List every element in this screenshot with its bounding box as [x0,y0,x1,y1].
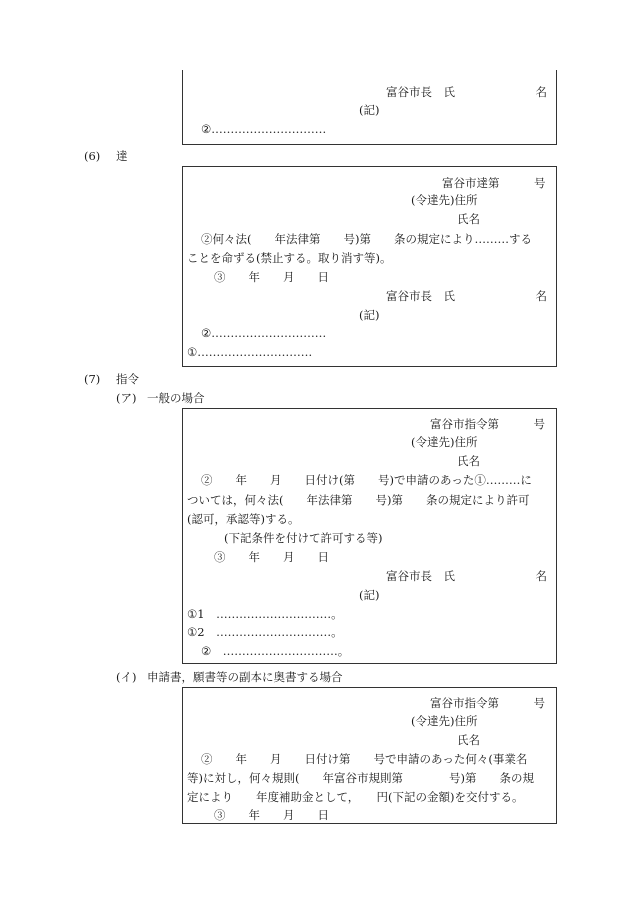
condition-note: (下記条件を付けて許可する等) [224,531,383,545]
section-6-number: (6) [84,149,101,163]
date-line: ③ 年 月 日 [214,270,329,284]
document-number: 富谷市達第 号 [442,176,546,190]
subsection-i-title: 申請書，願書等の副本に奥書する場合 [147,670,343,684]
item-1-2: ①2 …………………………。 [187,625,343,639]
body-line: ② 年 月 日付け(第 号)で申請のあった①………に [201,473,532,487]
subsection-a-label: (ア) [116,391,137,405]
continued-form-box [182,70,557,145]
addressee-name: 氏名 [457,733,480,747]
item-2: ② …………………………。 [201,644,350,658]
form-box-tatsu [182,166,557,367]
item-2: ②………………………… [201,326,327,340]
seal-note: (記) [359,308,380,322]
form-box-shirei-general [182,408,557,664]
seal-note: (記) [359,103,380,117]
body-line: (認可，承認等)する。 [187,512,300,526]
signer-line: 富谷市長 氏 名 [386,85,547,99]
addressee-address: (令達先)住所 [411,193,478,207]
item-1-1: ①1 …………………………。 [187,607,343,621]
item-1: ①………………………… [187,345,313,359]
document-number: 富谷市指令第 号 [430,417,545,431]
subsection-a-title: 一般の場合 [147,391,205,405]
item-2: ②………………………… [201,122,327,136]
body-line: ついては，何々法( 年法律第 号)第 条の規定により許可 [187,493,530,507]
date-line: ③ 年 月 日 [214,808,329,822]
addressee-name: 氏名 [457,212,480,226]
section-6-title: 達 [116,149,128,163]
document-number: 富谷市指令第 号 [430,696,545,710]
body-line: 等)に対し，何々規則( 年富谷市規則第 号)第 条の規 [187,771,534,785]
body-line: ②何々法( 年法律第 号)第 条の規定により………する [201,232,532,246]
body-line: ことを命ずる(禁止する。取り消す等)。 [187,251,392,265]
body-line: 定により 年度補助金として， 円(下記の金額)を交付する。 [187,790,524,804]
seal-note: (記) [359,588,380,602]
addressee-name: 氏名 [457,454,480,468]
signer-line: 富谷市長 氏 名 [386,569,547,583]
signer-line: 富谷市長 氏 名 [386,289,547,303]
body-line: ② 年 月 日付け第 号で申請のあった何々(事業名 [201,752,528,766]
subsection-i-label: (イ) [116,670,137,684]
addressee-address: (令達先)住所 [411,435,478,449]
addressee-address: (令達先)住所 [411,714,478,728]
date-line: ③ 年 月 日 [214,550,329,564]
section-7-number: (7) [84,372,101,386]
form-box-shirei-endorsement [182,687,557,824]
section-7-title: 指令 [116,372,139,386]
